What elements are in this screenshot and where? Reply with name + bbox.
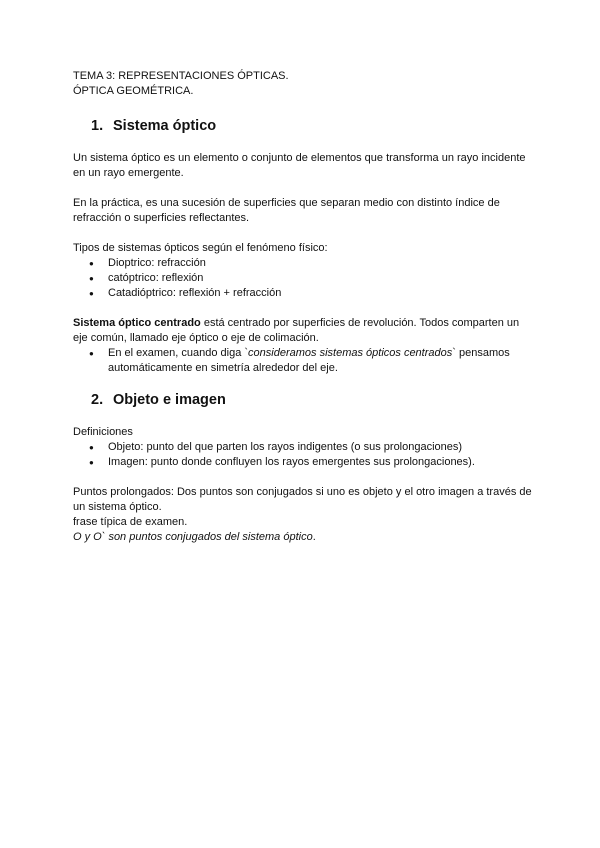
section1-heading <box>73 117 533 135</box>
centrado-paragraph <box>73 316 533 346</box>
document-header-line2: ÓPTICA GEOMÉTRICA. <box>73 85 194 97</box>
section2-title: Objeto e imagen <box>113 392 226 408</box>
definitions-intro: Definiciones <box>73 426 133 438</box>
exam-note-pre: En el examen, cuando diga ` <box>108 347 249 359</box>
section1-title: Sistema óptico <box>113 118 217 134</box>
centrado-definition: está centrado por superficies de revolución. Todos comparten un eje común, llamado eje óptico o eje de colimación. <box>73 317 520 344</box>
frase-end: . <box>312 531 316 543</box>
section2-heading <box>73 391 533 409</box>
document-header-line1: TEMA 3: REPRESENTACIONES ÓPTICAS. <box>73 70 289 82</box>
list-item: ● catóptrico: reflexión <box>73 271 533 286</box>
centrado-term: Sistema óptico centrado <box>73 317 201 329</box>
definitions-list <box>73 440 533 470</box>
exam-note-italic: consideramos sistemas ópticos centrados <box>248 347 453 359</box>
types-intro: Tipos de sistemas ópticos según el fenómeno físico: <box>73 242 328 254</box>
frase-example <box>73 530 533 545</box>
frase-italic: O y O` son puntos conjugados del sistema óptico <box>73 531 313 543</box>
section1-para1: Un sistema óptico es un elemento o conjunto de elementos que transforma un rayo incidente en un rayo emergente. <box>73 152 526 179</box>
document-page <box>73 69 533 545</box>
frase-intro: frase típica de examen. <box>73 516 188 528</box>
exam-note-post: ` pensamos automáticamente en simetría alrededor del eje. <box>108 347 510 374</box>
section2-number: 2. <box>91 392 104 408</box>
conjugados-paragraph: Puntos prolongados: Dos puntos son conjugados si uno es objeto y el otro imagen a través de un sistema óptico. <box>73 486 532 513</box>
section1-number: 1. <box>91 118 104 134</box>
list-item: ● Catadióptrico: reflexión + refracción <box>73 286 533 301</box>
exam-note-list <box>73 346 533 376</box>
list-item: ● Dioptrico: refracción <box>73 256 533 271</box>
list-item <box>73 346 533 376</box>
list-item: ● Objeto: punto del que parten los rayos indigentes (o sus prolongaciones) <box>73 440 533 455</box>
types-list <box>73 256 533 301</box>
list-item: ● Imagen: punto donde confluyen los rayos emergentes sus prolongaciones). <box>73 455 533 470</box>
section1-para2: En la práctica, es una sucesión de superficies que separan medio con distinto índice de refracción o superficies reflectantes. <box>73 197 500 224</box>
